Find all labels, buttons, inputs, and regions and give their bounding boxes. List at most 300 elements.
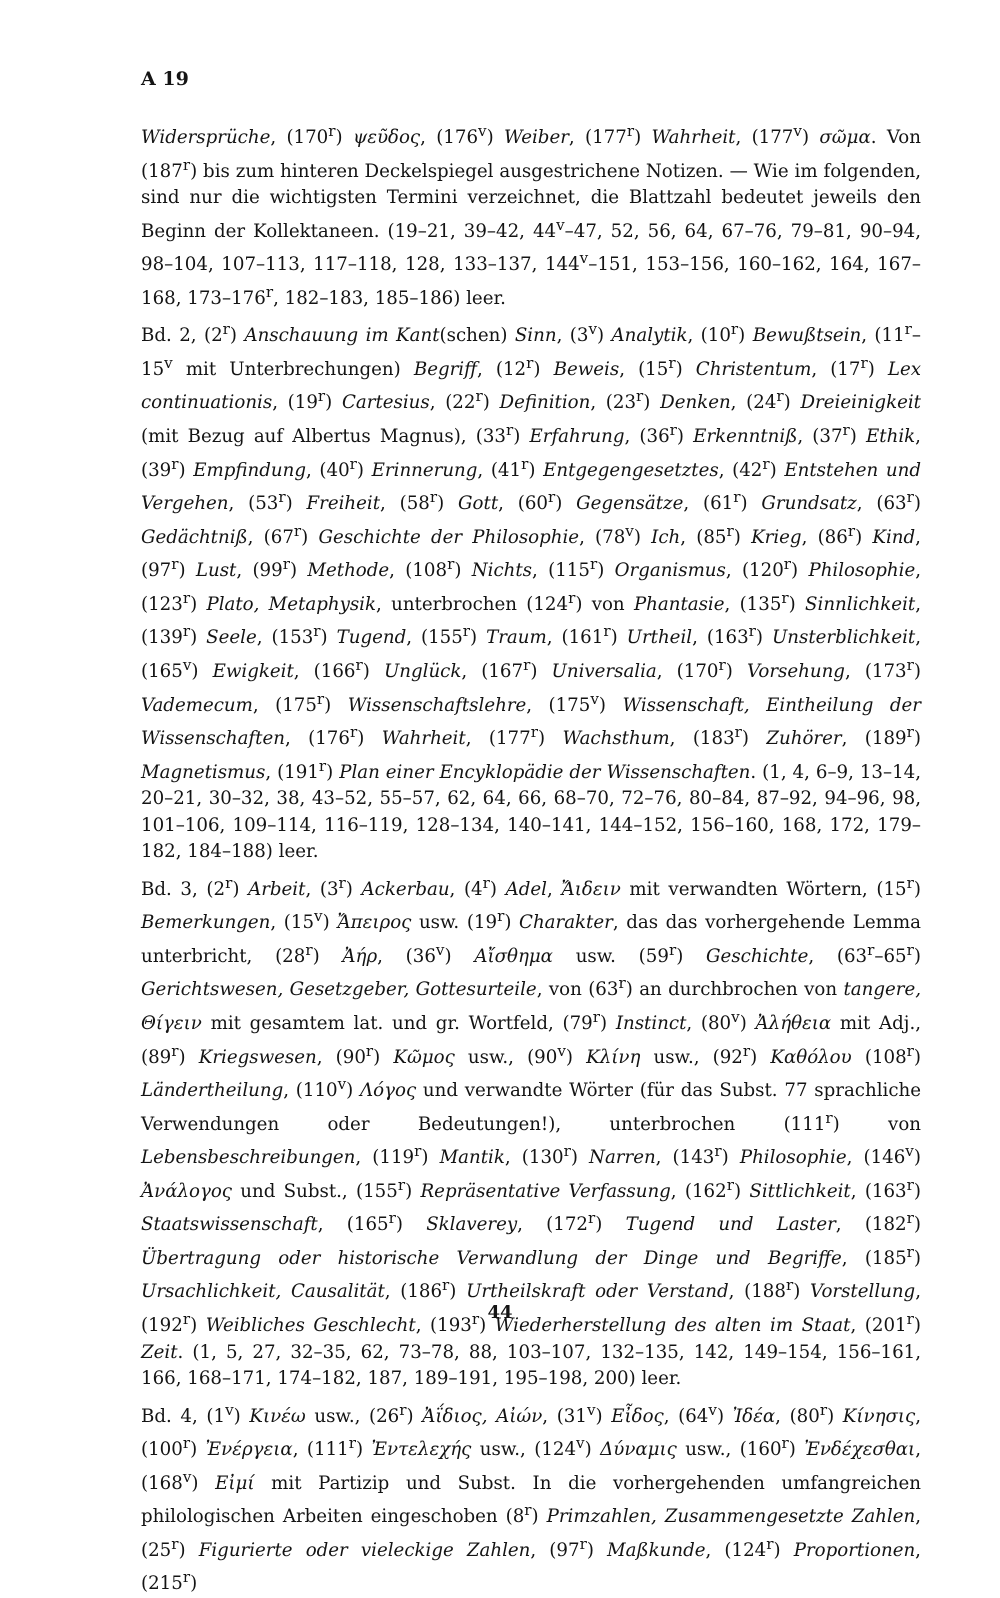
text-run: ) (537, 728, 563, 750)
folio-side-marker: r (748, 622, 756, 641)
folio-side-marker: r (182, 588, 191, 607)
lemma-term: Ich (651, 526, 681, 548)
text-run: ) (320, 627, 337, 649)
text-run: , (175 (252, 694, 317, 716)
folio-side-marker: r (526, 353, 534, 372)
folio-side-marker: r (348, 1434, 356, 1453)
folio-side-marker: r (338, 873, 346, 892)
text-run: ) (597, 560, 615, 582)
text-run: , (4 (449, 878, 483, 900)
folio-side-marker: r (442, 1276, 450, 1295)
text-run: ) (913, 1180, 921, 1202)
text-run: ) (229, 325, 245, 347)
text-run: –15 (141, 325, 921, 380)
text-run: und verwandte Wörter (für das Subst. 77 sprachliche Verwendungen oder Bedeutungen!), unterbrochen (111 (141, 1080, 921, 1135)
lemma-term: Wahrheit (381, 728, 466, 750)
page-id: A 19 (141, 68, 189, 90)
text-run: , (100 (141, 1405, 921, 1461)
folio-side-marker: r (171, 1041, 179, 1060)
text-run: , (78 (579, 526, 626, 548)
folio-side-marker: r (497, 907, 505, 926)
lemma-term: Ἐνέργεια (205, 1439, 293, 1461)
lemma-term: Unglück (383, 661, 462, 682)
lemma-term: Gerichtswesen, Gesetzgeber, Gottesurteile (141, 979, 537, 1001)
folio-side-marker: r (669, 421, 677, 439)
folio-side-marker: r (592, 1007, 600, 1026)
text-run: ) (301, 526, 319, 548)
lemma-term: Lust (195, 560, 237, 582)
text-run: , (135 (724, 593, 782, 615)
folio-side-marker: v (579, 249, 589, 268)
lemma-term: Universalia (551, 661, 657, 682)
text-run: , 182–183, 185–186) leer. (273, 287, 506, 309)
lemma-term: Grundsatz (761, 493, 857, 515)
text-run: , (10 (687, 325, 731, 347)
lemma-term: Erkenntniß (693, 426, 798, 448)
text-run: , (97 (530, 1539, 580, 1561)
text-run: ) (913, 945, 921, 967)
folio-side-marker: r (906, 873, 914, 892)
text-run: ) (584, 1439, 601, 1461)
text-run: ) (190, 1439, 206, 1461)
paragraph-bd2 (141, 316, 921, 865)
text-run: , (139 (141, 593, 921, 649)
folio-side-marker: r (636, 387, 644, 406)
folio-side-marker: r (842, 421, 850, 439)
folio-side-marker: v (586, 1400, 596, 1419)
text-run: , (58 (380, 493, 430, 515)
text-run: , (167 (461, 661, 524, 682)
text-run: , das das vorhergehende Lemma unterbricht, (28 (141, 912, 921, 967)
text-run: ) (739, 1013, 756, 1034)
text-run: ) (470, 627, 487, 649)
folio-side-marker: v (314, 907, 323, 926)
folio-side-marker: r (429, 488, 438, 507)
text-run: , (165 (141, 627, 922, 682)
text-run: ) (676, 945, 707, 967)
lemma-term: Erinnerung (371, 459, 478, 481)
text-run: , (183 (669, 728, 735, 750)
lemma-term: Κινέω (249, 1405, 306, 1427)
folio-side-marker: v (793, 122, 802, 140)
folio-side-marker: v (708, 1400, 717, 1419)
folio-side-marker: r (579, 1534, 587, 1553)
folio-side-marker: r (906, 655, 914, 674)
text-run: ) (595, 1405, 612, 1427)
folio-side-marker: r (547, 488, 556, 507)
folio-side-marker: r (399, 1400, 407, 1419)
body-text (141, 118, 921, 1598)
folio-side-marker: v (182, 655, 192, 674)
lemma-term: Repräsentative Verfassung (420, 1180, 671, 1202)
text-run: ) (755, 627, 772, 649)
text-run: ) (190, 627, 207, 649)
text-run: ) (599, 1013, 616, 1034)
text-run: , (22 (429, 392, 476, 414)
text-run: , (173 (844, 661, 907, 682)
text-run: , (161 (546, 627, 604, 649)
folio-side-marker: r (733, 488, 741, 507)
folio-side-marker: r (475, 387, 483, 406)
text-run: mit Unterbrechungen) (172, 358, 414, 380)
text-run: ) (489, 878, 506, 900)
lemma-term: Definition (499, 392, 591, 414)
folio-side-marker: r (182, 1568, 191, 1587)
text-run: . (1, 4, 6–9, 13–14, 20–21, 30–32, 38, 43–52, 55–57, 62, 64, 66, 68–70, 72–76, 80–84, 87–92, 94–96, 98, 101–106, 109–114, 116–119, 128–134, 140–141, 144–152, 156–160, 168, 172, 179–182, 184–188) leer. (141, 761, 922, 863)
text-run: ) (610, 627, 627, 649)
lemma-term: Krieg (751, 526, 802, 548)
text-run: ) (570, 1147, 590, 1169)
lemma-term: Adel (505, 878, 547, 900)
text-run: , (60 (498, 493, 548, 515)
lemma-term: Philosophie (808, 560, 916, 582)
text-run: ) (597, 325, 612, 347)
folio-side-marker: r (906, 940, 914, 959)
folio-side-marker: v (337, 1075, 347, 1094)
folio-side-marker: r (776, 387, 784, 406)
text-run: , (40 (305, 459, 350, 481)
text-run: ) (190, 1315, 206, 1337)
text-run: , (17 (811, 358, 861, 380)
folio-side-marker: r (265, 282, 274, 301)
folio-side-marker: r (397, 1175, 406, 1194)
folio-side-marker: r (278, 488, 286, 507)
text-run: , (170 (270, 127, 329, 149)
text-run: , (177 (568, 127, 627, 149)
lemma-term: Zuhörer (766, 728, 842, 750)
lemma-term: Organismus (614, 560, 726, 582)
text-run: , (115 (532, 560, 590, 582)
folio-side-marker: r (587, 1209, 596, 1228)
text-run: ) (346, 1080, 361, 1102)
folio-side-marker: r (781, 1434, 789, 1453)
lemma-term: Instinct (615, 1013, 687, 1034)
lemma-term: Vorsehung (746, 661, 845, 682)
folio-side-marker: v (225, 1400, 234, 1419)
text-run: , (67 (247, 526, 294, 548)
folio-side-marker: r (523, 655, 531, 674)
lemma-term: Weibliches Geschlecht (205, 1315, 416, 1337)
folio-side-marker: v (182, 1467, 192, 1486)
folio-side-marker: r (906, 1209, 914, 1228)
text-run: , (15 (270, 912, 315, 934)
text-run: ) (791, 560, 809, 582)
text-run: usw., (92 (640, 1046, 743, 1068)
text-run: Bd. 2, (2 (141, 325, 223, 347)
text-run: ) (356, 459, 372, 481)
folio-side-marker: v (435, 940, 445, 959)
folio-side-marker: r (726, 1175, 734, 1194)
folio-side-marker: r (785, 1276, 794, 1295)
text-run: , (99 (236, 560, 283, 582)
text-run: ) (232, 878, 249, 900)
text-run: , (185 (841, 1247, 907, 1269)
text-run: , (111 (292, 1439, 349, 1461)
text-run: ) (355, 1439, 372, 1461)
text-run: , (15 (619, 358, 669, 380)
folio-side-marker: v (576, 1434, 585, 1453)
text-run: ) (345, 878, 362, 900)
text-run: ) (479, 1315, 495, 1337)
text-run: , (36 (624, 426, 670, 448)
text-run: , (186 (384, 1281, 443, 1303)
text-run: ) (533, 358, 554, 380)
lemma-term: Primzahlen, Zusammengesetzte Zahlen (546, 1506, 916, 1528)
folio-side-marker: v (557, 1041, 566, 1060)
folio-side-marker: r (568, 588, 576, 607)
text-run: ) (675, 358, 696, 380)
text-run: ) (849, 426, 867, 448)
text-run: ) (531, 1506, 547, 1528)
text-run: , (23 (590, 392, 637, 414)
lemma-term: Charakter (519, 912, 613, 934)
text-run: ) (322, 912, 338, 934)
text-run: , (3 (556, 325, 589, 347)
text-run: , (177 (735, 127, 794, 149)
text-run: , (175 (526, 694, 591, 716)
lemma-term: Εἰμί (215, 1472, 255, 1494)
folio-side-marker: r (860, 353, 868, 372)
text-run: ) (634, 127, 652, 149)
lemma-term: Wachsthum (562, 728, 670, 750)
lemma-term: Phantasie (633, 593, 725, 615)
lemma-term: Geschichte (706, 945, 809, 967)
folio-side-marker: r (726, 521, 734, 540)
text-run: usw. (19 (411, 912, 498, 934)
lemma-term: Λόγος (360, 1080, 417, 1102)
folio-side-marker: v (590, 689, 599, 708)
text-run: , (31 (542, 1405, 587, 1427)
text-run: ) (741, 728, 767, 750)
lemma-term: Gedächtniß (141, 526, 248, 548)
folio-side-marker: r (282, 555, 290, 574)
text-run: ) (716, 1405, 733, 1427)
text-run: , (110 (283, 1080, 338, 1102)
text-run: ) (405, 1180, 421, 1202)
lemma-term: Figurierte oder vieleckige Zahlen (198, 1539, 531, 1561)
lemma-term: Wahrheit (651, 127, 736, 149)
page-number: 44 (487, 1302, 513, 1323)
folio-side-marker: v (556, 215, 565, 234)
lemma-term: Weiber (504, 127, 569, 149)
folio-side-marker: r (867, 940, 875, 959)
text-run: ) (191, 661, 213, 682)
text-run: , (201 (850, 1315, 907, 1337)
text-run: usw., (90 (454, 1046, 558, 1068)
text-run: , (192 (141, 1281, 921, 1337)
text-run: , (24 (730, 392, 777, 414)
lemma-term: Dreieinigkeit (800, 392, 921, 414)
text-run: , (42 (718, 459, 763, 481)
lemma-term: Ἀνάλογος (141, 1180, 232, 1202)
folio-side-marker: r (906, 723, 914, 742)
text-run: ) (528, 459, 544, 481)
text-run: ) (913, 1315, 921, 1337)
text-run: ) (335, 127, 353, 149)
text-run: , (85 (680, 526, 727, 548)
folio-side-marker: r (603, 622, 611, 641)
lemma-term: Geschichte der Philosophie (318, 526, 580, 548)
folio-side-marker: r (225, 873, 233, 892)
lemma-term: Ἄπειρος (337, 912, 412, 934)
folio-side-marker: r (668, 353, 676, 372)
text-run: ) (586, 1539, 608, 1561)
text-run: ) von (832, 1113, 921, 1135)
lemma-term: Sittlichkeit (749, 1180, 851, 1202)
lemma-term: Erfahrung (529, 426, 625, 448)
lemma-term: Entgegengesetztes (543, 459, 719, 481)
text-run: , (176 (420, 127, 479, 149)
folio-side-marker: r (762, 454, 770, 473)
folio-side-marker: v (588, 320, 597, 339)
text-run: , (53 (228, 493, 279, 515)
text-run: . Von (187 (141, 127, 921, 182)
text-run: ) (285, 493, 307, 515)
lemma-term: Wissenschaftslehre (347, 694, 527, 716)
text-run: , (189 (841, 728, 907, 750)
text-run: ) (437, 493, 459, 515)
text-run: ) (326, 761, 340, 783)
lemma-term: Seele (206, 627, 257, 649)
lemma-term: ψεῦδος (352, 127, 421, 149)
text-run: , (176 (284, 728, 350, 750)
lemma-term: Denken (660, 392, 731, 414)
text-run: , (124 (705, 1539, 767, 1561)
folio-side-marker: r (349, 454, 357, 473)
folio-side-marker: r (388, 1209, 396, 1228)
text-run: , (63 (856, 493, 907, 515)
lemma-term: Κλίνη (586, 1046, 641, 1068)
text-run: ) bis zum hinteren Deckelspiegel ausgestrichene Notizen. — Wie im folgenden, sind nur die wichtigsten Termini verzeichnet, die Blattzahl bedeutet jeweils den Beginn der Kollektaneen. (19–21, 39–42, 44 (141, 160, 921, 242)
lemma-term: Εἶδος (611, 1405, 664, 1427)
folio-side-marker: r (730, 320, 739, 339)
text-run: , (86 (801, 526, 848, 548)
lemma-term: Wiederherstellung des alten im Staat (494, 1315, 851, 1337)
lemma-term: Unsterblichkeit (771, 627, 916, 649)
text-run: ) (406, 1405, 423, 1427)
lemma-term: Analytik (611, 325, 688, 347)
text-run: , von (63 (536, 979, 619, 1001)
lemma-term: Vorstellung (809, 1281, 916, 1303)
lemma-term: Ethik (866, 426, 916, 448)
folio-side-marker: r (349, 723, 358, 742)
text-run: , (153 (256, 627, 314, 649)
lemma-term: Kriegswesen (198, 1046, 317, 1068)
text-run: , (130 (504, 1147, 564, 1169)
lemma-term: Δύναμις (600, 1439, 677, 1461)
text-run: , (170 (656, 661, 719, 682)
text-run: , (39 (141, 426, 921, 481)
text-run: ) (913, 1247, 922, 1269)
text-run: ) (289, 560, 308, 582)
text-run: , (108 (389, 560, 448, 582)
text-run: , (215 (141, 1539, 921, 1595)
text-run: ) (595, 1214, 626, 1236)
lemma-term: Lebensbeschreibungen (141, 1147, 356, 1169)
text-run: ) (913, 728, 921, 750)
lemma-term: Ἰδέα (732, 1405, 776, 1427)
lemma-term: Magnetismus (141, 761, 266, 783)
folio-side-marker: r (906, 1041, 914, 1060)
folio-side-marker: r (447, 555, 455, 574)
lemma-term: Proportionen (793, 1539, 916, 1561)
text-run: ) (738, 325, 753, 347)
paragraph-bd4 (141, 1397, 921, 1598)
text-run: ) an durchbrochen von (625, 979, 844, 1001)
folio-side-marker: r (906, 1310, 914, 1328)
folio-side-marker: r (171, 454, 179, 473)
text-run: , (172 (517, 1214, 588, 1236)
text-run: ) (643, 392, 661, 414)
folio-side-marker: r (182, 622, 191, 641)
text-run: ) (178, 1539, 199, 1561)
folio-side-marker: v (731, 1007, 740, 1026)
folio-side-marker: r (414, 1142, 422, 1161)
text-run: ) (530, 661, 552, 682)
lemma-term: Methode (307, 560, 390, 582)
folio-side-marker: r (293, 521, 302, 540)
lemma-term: Ländertheilung (141, 1080, 284, 1102)
folio-side-marker: r (906, 488, 914, 507)
text-run: , (177 (465, 728, 531, 750)
lemma-term: Κῶμος (393, 1046, 455, 1068)
text-run: ) (913, 661, 921, 682)
folio-side-marker: r (317, 387, 326, 406)
text-run: , (80 (775, 1405, 820, 1427)
text-run: , (155 (406, 627, 463, 649)
lemma-term: Ackerbau (361, 878, 450, 900)
text-run: ) von (575, 593, 634, 615)
folio-side-marker: r (847, 521, 856, 540)
text-run: , (165 (317, 1214, 389, 1236)
text-run: , (19 (272, 392, 318, 414)
text-run: ) (325, 392, 342, 414)
text-run: , (3 (305, 878, 339, 900)
lemma-term: Bewußtsein (752, 325, 862, 347)
folio-side-marker: r (589, 555, 598, 574)
text-run: ) (178, 1046, 199, 1068)
lemma-term: Nichts (471, 560, 533, 582)
lemma-term: Entstehen und Vergehen (141, 459, 921, 515)
text-run: ) (486, 127, 505, 149)
folio-side-marker: r (462, 622, 471, 641)
folio-side-marker: r (781, 588, 789, 607)
text-run: ) (444, 945, 475, 967)
folio-side-marker: r (182, 1434, 191, 1453)
text-run: ) (913, 493, 921, 515)
text-run: , (143 (655, 1147, 715, 1169)
lemma-term: Lex continuationis (141, 358, 921, 414)
lemma-term: Übertragung oder historische Verwandlung der Dinge und Begriffe (141, 1247, 842, 1269)
text-run: , (123 (141, 560, 922, 615)
folio-side-marker: r (505, 421, 514, 439)
text-run: (schen) (439, 325, 515, 347)
text-run: ) (676, 426, 694, 448)
text-run: ) (454, 560, 472, 582)
folio-side-marker: r (626, 122, 635, 140)
text-run: ) (395, 1214, 427, 1236)
text-run: mit verwandten Wörtern, (15 (620, 878, 907, 900)
lemma-term: Ἄιδειν (561, 878, 621, 900)
folio-side-marker: r (904, 320, 912, 339)
lemma-term: Ἀήρ (342, 945, 378, 967)
lemma-term: Christentum (695, 358, 812, 380)
text-run: , (163 (692, 627, 749, 649)
folio-side-marker: r (906, 1242, 914, 1261)
folio-side-marker: r (182, 155, 191, 174)
folio-side-marker: r (783, 555, 792, 574)
text-run: usw., (124 (471, 1439, 577, 1461)
